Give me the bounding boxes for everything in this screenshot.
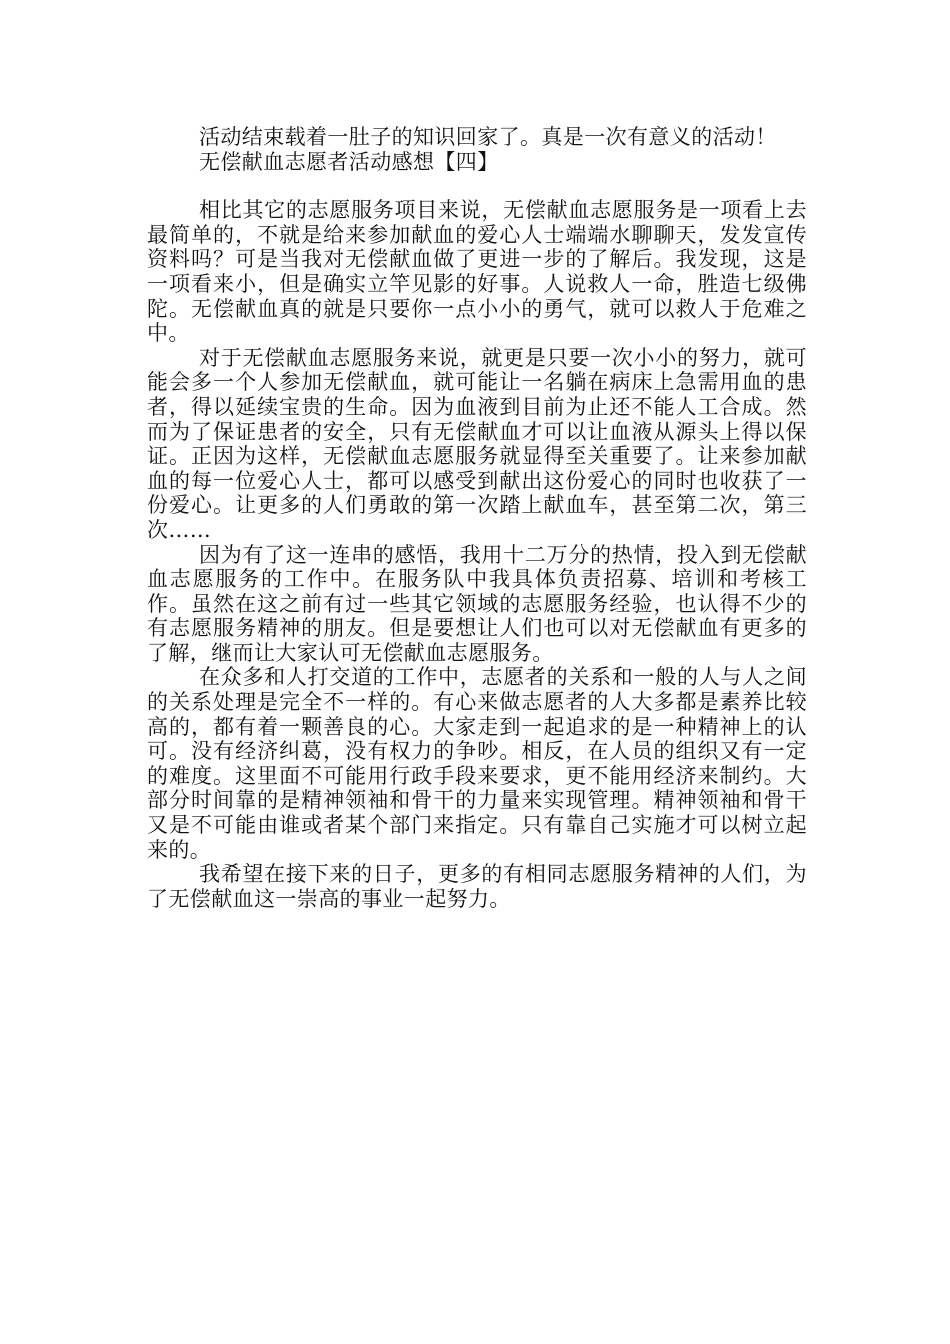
blank-line bbox=[147, 174, 807, 198]
paragraph-3: 因为有了这一连串的感悟，我用十二万分的热情，投入到无偿献血志愿服务的工作中。在服务队中我具体负责招募、培训和考核工作。虽然在这之前有过一些其它领域的志愿服务经验，也认得不少的有志愿服务精神的朋友。但是要想让人们也可以对无偿献血有更多的了解，继而让大家认可无偿献血志愿服务。 bbox=[147, 542, 807, 665]
paragraph-2: 对于无偿献血志愿服务来说，就更是只要一次小小的努力，就可能会多一个人参加无偿献血，就可能让一名躺在病床上急需用血的患者，得以延续宝贵的生命。因为血液到目前为止还不能人工合成。然而为了保证患者的安全，只有无偿献血才可以让血液从源头上得以保证。正因为这样，无偿献血志愿服务就显得至关重要了。让来参加献血的每一位爱心人士，都可以感受到献出这份爱心的同时也收获了一份爱心。让更多的人们勇敢的第一次踏上献血车，甚至第二次，第三次…… bbox=[147, 345, 807, 542]
paragraph-1: 相比其它的志愿服务项目来说，无偿献血志愿服务是一项看上去最简单的，不就是给来参加献血的爱心人士端端水聊聊天，发发宣传资料吗？可是当我对无偿献血做了更进一步的了解后。我发现，这是一项看来小，但是确实立竿见影的好事。人说救人一命，胜造七级佛陀。无偿献血真的就是只要你一点小小的勇气，就可以救人于危难之中。 bbox=[147, 198, 807, 346]
section-heading: 无偿献血志愿者活动感想【四】 bbox=[199, 149, 499, 174]
paragraph-4: 在众多和人打交道的工作中，志愿者的关系和一般的人与人之间的关系处理是完全不一样的。有心来做志愿者的人大多都是素养比较高的，都有着一颗善良的心。大家走到一起追求的是一种精神上的认可。没有经济纠葛，没有权力的争吵。相反，在人员的组织又有一定的难度。这里面不可能用行政手段来要求，更不能用经济来制约。大部分时间靠的是精神领袖和骨干的力量来实现管理。精神领袖和骨干又是不可能由谁或者某个部门来指定。只有靠自己实施才可以树立起来的。 bbox=[147, 665, 807, 862]
document-body bbox=[147, 125, 807, 911]
paragraph-5: 我希望在接下来的日子，更多的有相同志愿服务精神的人们，为了无偿献血这一崇高的事业一起努力。 bbox=[147, 862, 807, 911]
continuation-line: 活动结束载着一肚子的知识回家了。真是一次有意义的活动！ bbox=[199, 125, 777, 149]
